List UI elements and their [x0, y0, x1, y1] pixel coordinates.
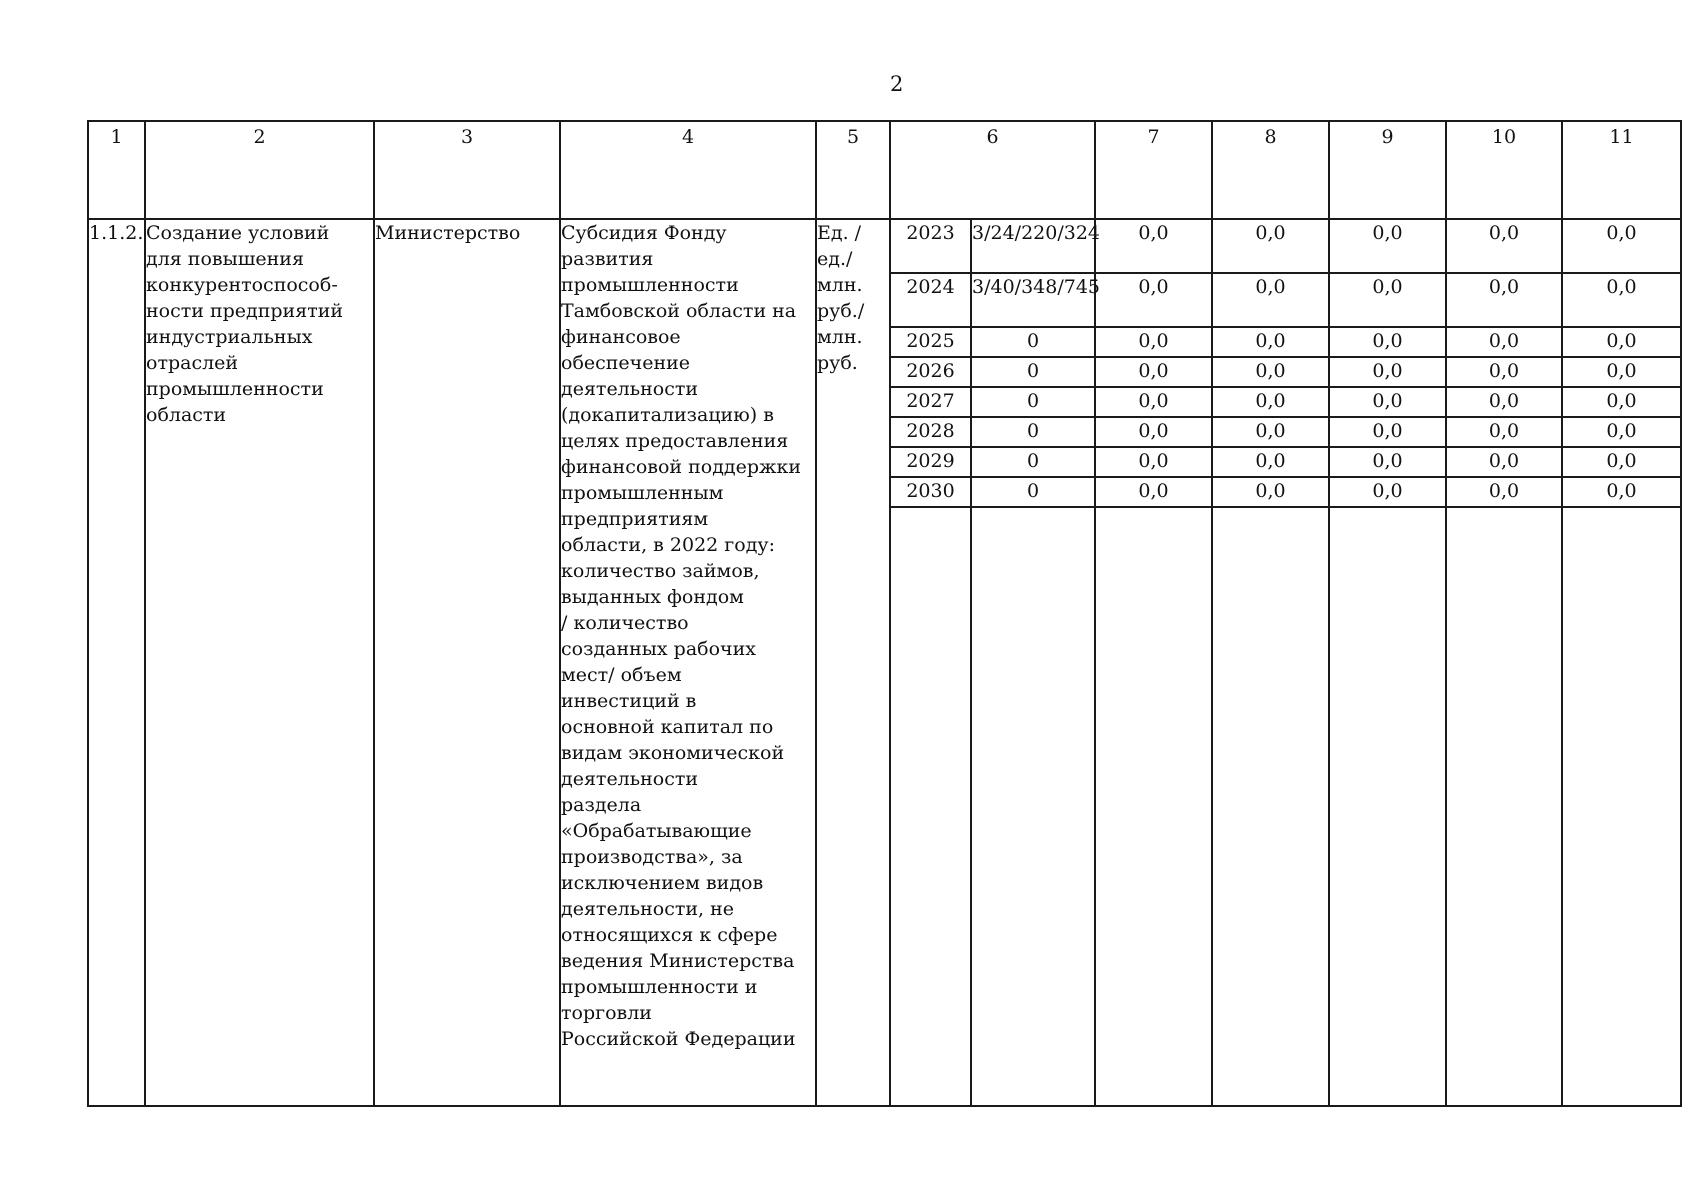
value-cell: 0,0 [1329, 357, 1446, 387]
value-cell: 0,0 [1446, 273, 1562, 327]
empty-cell [1446, 507, 1562, 1106]
page-number: 2 [890, 72, 904, 96]
target-value-cell: 0 [971, 327, 1095, 357]
year-cell: 2030 [890, 477, 971, 507]
value-cell: 0,0 [1095, 327, 1212, 357]
value-cell: 0,0 [1446, 387, 1562, 417]
year-cell: 2024 [890, 273, 971, 327]
year-cell: 2027 [890, 387, 971, 417]
value-cell: 0,0 [1095, 477, 1212, 507]
target-value-cell: 0 [971, 447, 1095, 477]
column-number-cell: 2 [145, 121, 374, 219]
value-cell: 0,0 [1212, 219, 1329, 273]
value-cell: 0,0 [1329, 273, 1446, 327]
empty-cell [1329, 507, 1446, 1106]
value-cell: 0,0 [1562, 387, 1681, 417]
year-cell: 2025 [890, 327, 971, 357]
value-cell: 0,0 [1212, 447, 1329, 477]
value-cell: 0,0 [1562, 477, 1681, 507]
value-cell: 0,0 [1446, 357, 1562, 387]
year-cell: 2023 [890, 219, 971, 273]
year-cell: 2028 [890, 417, 971, 447]
value-cell: 0,0 [1329, 447, 1446, 477]
target-value-cell: 0 [971, 477, 1095, 507]
column-number-cell: 9 [1329, 121, 1446, 219]
value-cell: 0,0 [1095, 357, 1212, 387]
column-number-cell: 3 [374, 121, 560, 219]
column-number-cell: 8 [1212, 121, 1329, 219]
empty-cell [890, 507, 971, 1106]
target-value-cell: 0 [971, 387, 1095, 417]
column-number-cell: 7 [1095, 121, 1212, 219]
value-cell: 0,0 [1095, 219, 1212, 273]
activity-rows [88, 219, 1681, 1106]
year-row-first [88, 219, 1681, 273]
empty-cell [1095, 507, 1212, 1106]
value-cell: 0,0 [1095, 273, 1212, 327]
value-cell: 0,0 [1329, 477, 1446, 507]
value-cell: 0,0 [1212, 273, 1329, 327]
value-cell: 0,0 [1212, 387, 1329, 417]
target-value-cell: 0 [971, 417, 1095, 447]
value-cell: 0,0 [1329, 417, 1446, 447]
value-cell: 0,0 [1095, 447, 1212, 477]
target-value-cell: 3/24/220/324 [971, 219, 1095, 273]
target-value-cell: 3/40/348/745 [971, 273, 1095, 327]
column-number-cell: 4 [560, 121, 816, 219]
program-activities-table [87, 120, 1682, 1107]
value-cell: 0,0 [1212, 417, 1329, 447]
activity-name: Создание условий для повышения конкурентоспособ- ности предприятий индустриальных отраслей промышленности области [145, 219, 374, 1106]
value-cell: 0,0 [1562, 357, 1681, 387]
value-cell: 0,0 [1446, 477, 1562, 507]
value-cell: 0,0 [1095, 387, 1212, 417]
empty-cell [1212, 507, 1329, 1106]
activity-number: 1.1.2. [88, 219, 145, 1106]
column-number-cell: 11 [1562, 121, 1681, 219]
value-cell: 0,0 [1562, 273, 1681, 327]
value-cell: 0,0 [1562, 417, 1681, 447]
value-cell: 0,0 [1562, 447, 1681, 477]
value-cell: 0,0 [1329, 387, 1446, 417]
value-cell: 0,0 [1329, 327, 1446, 357]
value-cell: 0,0 [1095, 417, 1212, 447]
column-number-row [88, 121, 1681, 219]
value-cell: 0,0 [1562, 219, 1681, 273]
value-cell: 0,0 [1562, 327, 1681, 357]
year-cell: 2026 [890, 357, 971, 387]
value-cell: 0,0 [1446, 219, 1562, 273]
value-cell: 0,0 [1446, 447, 1562, 477]
value-cell: 0,0 [1212, 357, 1329, 387]
year-cell: 2029 [890, 447, 971, 477]
indicator-description: Субсидия Фонду развития промышленности Тамбовской области на финансовое обеспечение деятельности (докапитализацию) в целях предоставления финансовой поддержки промышленным предприятиям области, в 2022 году: количество займов, выданных фондом / количество созданных рабочих мест/ объем инвестиций в основной капитал по видам экономической деятельности раздела «Обрабатывающие производства», за исключением видов деятельности, не относящихся к сфере ведения Министерства промышленности и торговли Российской Федерации [560, 219, 816, 1106]
column-number-cell: 6 [890, 121, 1095, 219]
measurement-units: Ед. / ед./ млн. руб./ млн. руб. [816, 219, 890, 1106]
value-cell: 0,0 [1329, 219, 1446, 273]
column-number-cell: 1 [88, 121, 145, 219]
responsible-executor: Министерство [374, 219, 560, 1106]
value-cell: 0,0 [1212, 327, 1329, 357]
column-number-cell: 10 [1446, 121, 1562, 219]
value-cell: 0,0 [1212, 477, 1329, 507]
empty-cell [971, 507, 1095, 1106]
target-value-cell: 0 [971, 357, 1095, 387]
column-number-cell: 5 [816, 121, 890, 219]
value-cell: 0,0 [1446, 327, 1562, 357]
value-cell: 0,0 [1446, 417, 1562, 447]
empty-cell [1562, 507, 1681, 1106]
